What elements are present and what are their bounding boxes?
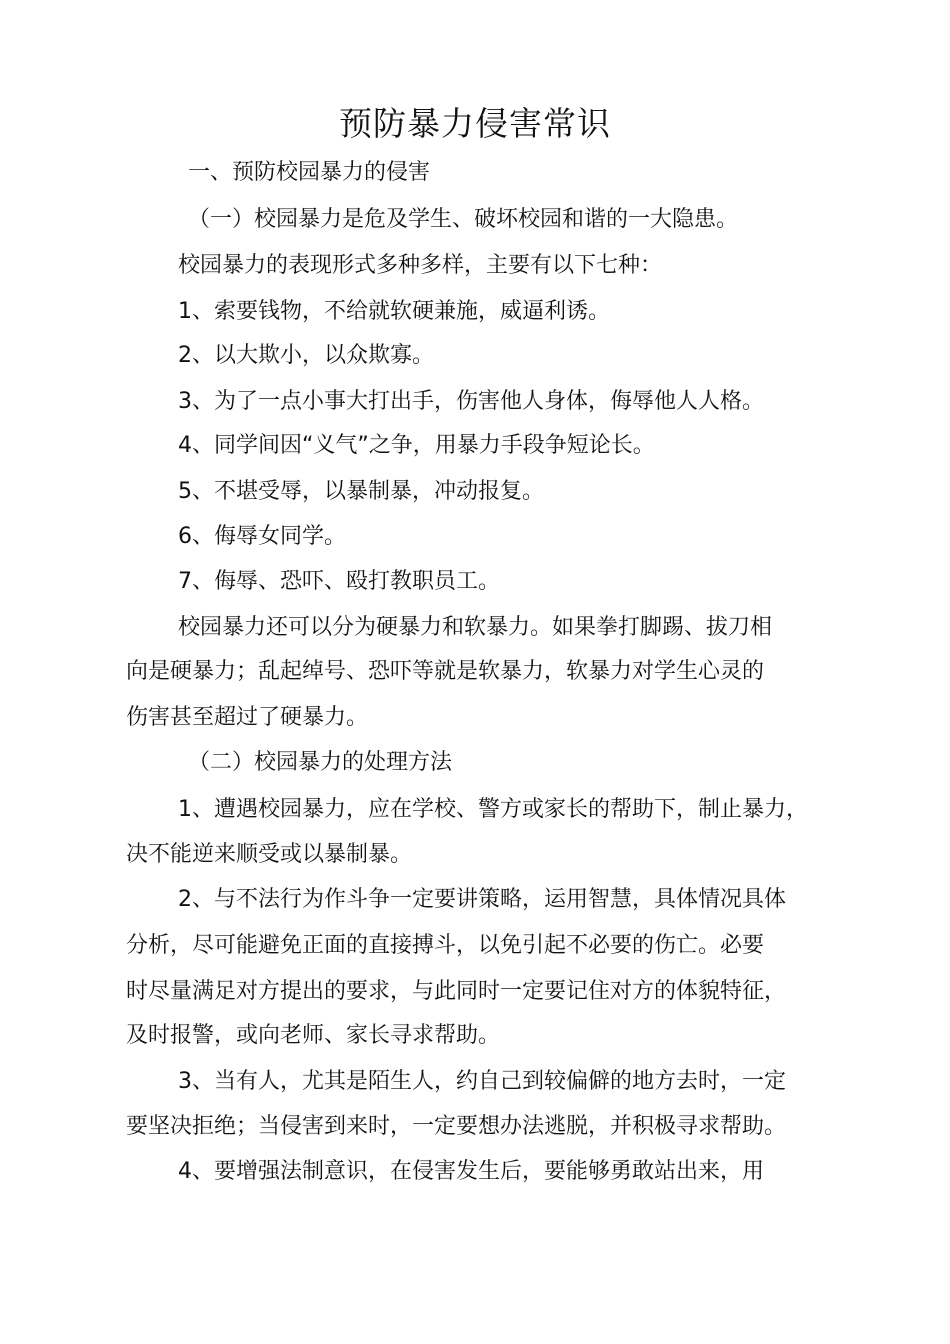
paragraph-line: 向是硬暴力；乱起绰号、恐吓等就是软暴力，软暴力对学生心灵的 [126,659,765,684]
paragraph-line: 1、遭遇校园暴力，应在学校、警方或家长的帮助下，制止暴力， [178,797,808,822]
paragraph-line: 2、与不法行为作斗争一定要讲策略，运用智慧，具体情况具体 [178,887,786,912]
paragraph-line: 决不能逆来顺受或以暴制暴。 [126,842,413,867]
paragraph-line: 时尽量满足对方提出的要求，与此同时一定要记住对方的体貌特征， [126,979,787,1004]
paragraph-line: 4、要增强法制意识，在侵害发生后，要能够勇敢站出来，用 [178,1159,764,1184]
list-item: 1、索要钱物，不给就软硬兼施，威逼利诱。 [178,299,610,324]
list-item: 3、为了一点小事大打出手，伤害他人身体，侮辱他人人格。 [178,389,764,414]
paragraph-line: 3、当有人，尤其是陌生人，约自己到较偏僻的地方去时，一定 [178,1069,786,1094]
paragraph-line: 伤害甚至超过了硬暴力。 [126,705,369,730]
paragraph-line: 校园暴力的表现形式多种多样，主要有以下七种： [178,253,663,278]
document-title: 预防暴力侵害常识 [339,104,611,143]
list-item: 7、侮辱、恐吓、殴打教职员工。 [178,569,500,594]
subsection-heading: （二）校园暴力的处理方法 [188,750,453,775]
list-item: 6、侮辱女同学。 [178,524,346,549]
section-heading: 一、预防校园暴力的侵害 [188,160,431,185]
list-item: 4、同学间因“义气”之争，用暴力手段争短论长。 [178,433,655,458]
paragraph-line: 校园暴力还可以分为硬暴力和软暴力。如果拳打脚踢、拔刀相 [178,615,773,640]
list-item: 2、以大欺小，以众欺寡。 [178,343,434,368]
paragraph-line: 及时报警，或向老师、家长寻求帮助。 [126,1023,501,1048]
list-item: 5、不堪受辱，以暴制暴，冲动报复。 [178,479,544,504]
paragraph-line: 要坚决拒绝；当侵害到来时，一定要想办法逃脱，并积极寻求帮助。 [126,1114,787,1139]
subsection-heading: （一）校园暴力是危及学生、破坏校园和谐的一大隐患。 [188,207,739,232]
paragraph-line: 分析，尽可能避免正面的直接搏斗，以免引起不必要的伤亡。必要 [126,933,765,958]
